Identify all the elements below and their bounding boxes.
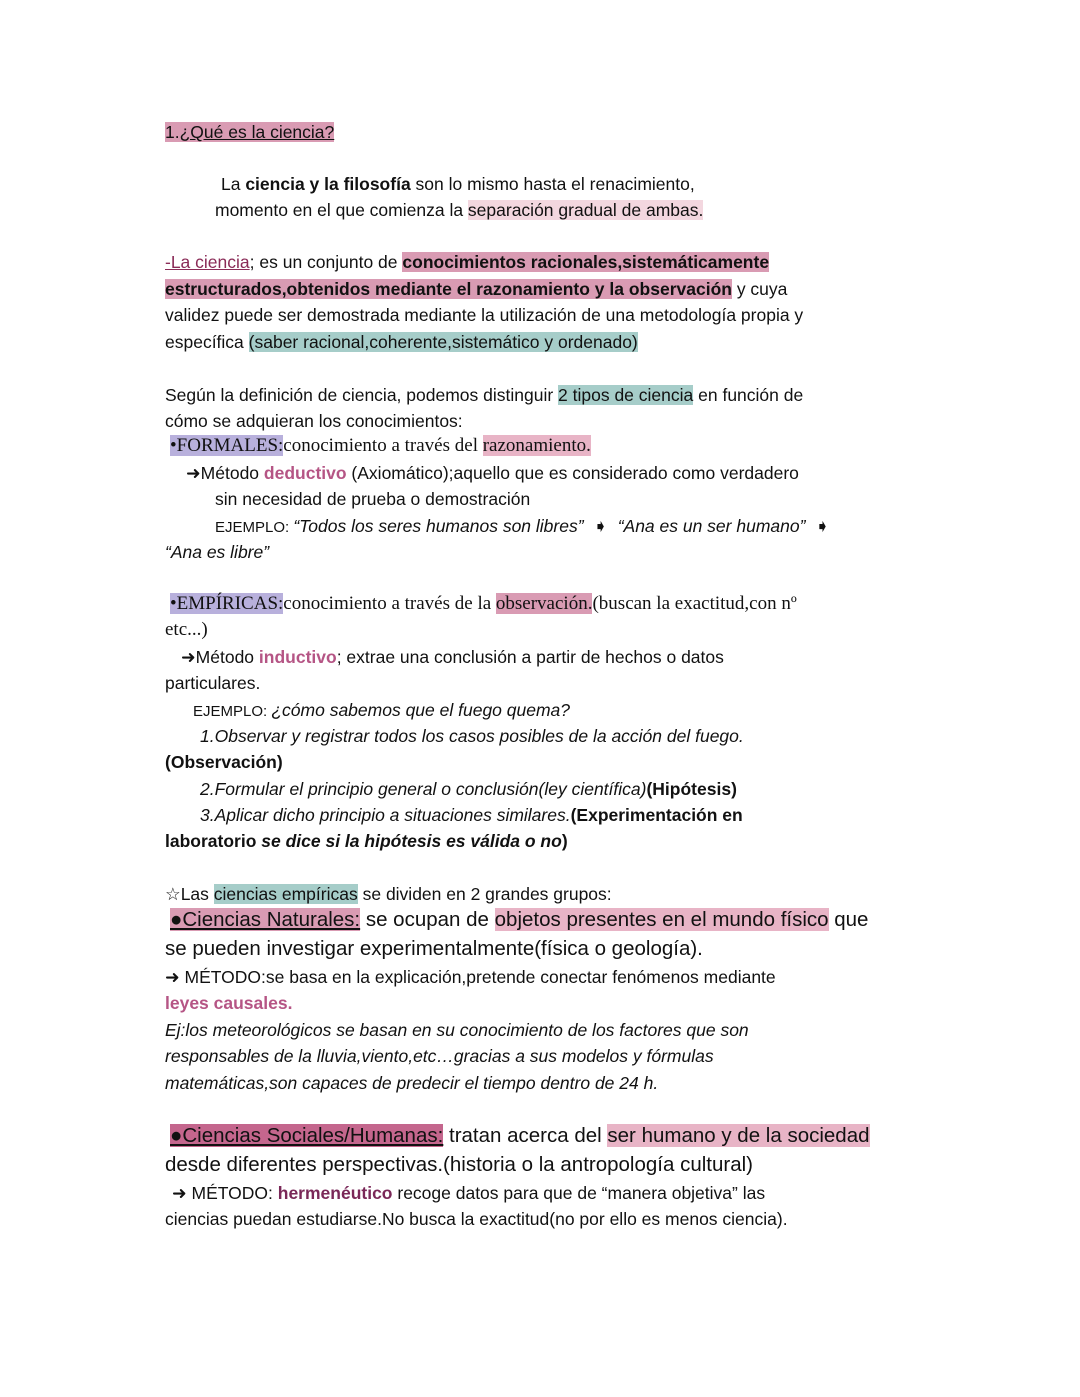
inductivo-term: inductivo: [258, 647, 337, 667]
step-2: 2.Formular el principio general o conclusión(ley científica)(Hipótesis): [200, 779, 737, 799]
formales-heading: •FORMALES:conocimiento a través del razonamiento.: [170, 435, 591, 456]
definition-line-3: validez puede ser demostrada mediante la utilización de una metodología propia y: [165, 305, 804, 325]
highlight-razonamiento: razonamiento.: [482, 435, 591, 456]
sociales-label: ●Ciencias Sociales/Humanas:: [170, 1124, 444, 1147]
sociales-method-2: ciencias puedan estudiarse.No busca la exactitud(no por ello es menos ciencia).: [165, 1209, 788, 1229]
sociales-line-2: desde diferentes perspectivas.(historia o la antropología cultural): [165, 1153, 753, 1176]
naturales-example-1: Ej:los meteorológicos se basan en su conocimiento de los factores que son: [165, 1020, 749, 1040]
highlight-observacion: observación.: [495, 593, 593, 614]
formales-method: ➜Método deductivo (Axiomático);aquello que es considerado como verdadero: [186, 463, 799, 483]
arrow-head-icon: ➧: [593, 516, 608, 536]
formales-example-2: “Ana es libre”: [165, 542, 270, 562]
definition-line-2: estructurados,obtenidos mediante el razonamiento y la observación y cuya: [165, 279, 788, 299]
highlight-ser-humano: ser humano y de la sociedad: [607, 1124, 870, 1147]
arrow-icon: ➜: [165, 967, 180, 987]
step-1-label: (Observación): [165, 752, 283, 772]
arrow-icon: ➜: [172, 1183, 187, 1203]
intro-line-1: La ciencia y la filosofía son lo mismo hasta el renacimiento,: [221, 174, 695, 194]
step-1: 1.Observar y registrar todos los casos posibles de la acción del fuego.: [200, 726, 744, 746]
formales-method-2: sin necesidad de prueba o demostración: [215, 489, 531, 509]
formales-example: EJEMPLO: “Todos los seres humanos son libres” ➧ “Ana es un ser humano” ➧: [215, 516, 830, 536]
intro-line-2: momento en el que comienza la separación gradual de ambas.: [215, 200, 704, 220]
formales-label: •FORMALES:: [170, 435, 284, 456]
naturales-method-2: [165, 991, 292, 1015]
highlight-tipos: 2 tipos de ciencia: [558, 385, 694, 405]
section-title: [165, 120, 334, 144]
highlight-separacion: separación gradual de ambas.: [467, 200, 704, 220]
naturales-method: ➜ MÉTODO:se basa en la explicación,pretende conectar fenómenos mediante: [165, 967, 776, 987]
highlight-ciencias-empiricas: ciencias empíricas: [213, 884, 358, 904]
star-icon: ☆: [165, 884, 181, 904]
definition-line-1: -La ciencia; es un conjunto de conocimientos racionales,sistemáticamente: [165, 252, 770, 272]
tipos-line-1: Según la definición de ciencia, podemos distinguir 2 tipos de ciencia en función de: [165, 385, 804, 405]
tipos-line-2: cómo se adquieran los conocimientos:: [165, 411, 463, 431]
naturales-heading: ●Ciencias Naturales: se ocupan de objetos presentes en el mundo físico que: [170, 908, 869, 931]
definition-term: -La ciencia: [165, 252, 250, 272]
empiricas-label: •EMPÍRICAS:: [170, 593, 284, 614]
title-text: ¿Qué es la ciencia?: [179, 122, 335, 142]
step-3: 3.Aplicar dicho principio a situaciones similares.(Experimentación en: [200, 805, 743, 825]
arrow-head-icon: ➧: [815, 516, 830, 536]
naturales-label: ●Ciencias Naturales:: [170, 908, 361, 931]
empiricas-method: ➜Método inductivo; extrae una conclusión a partir de hechos o datos: [181, 647, 724, 667]
deductivo-term: deductivo: [263, 463, 347, 483]
hermeneutico-term: hermenéutico: [277, 1183, 393, 1203]
empiricas-method-2: particulares.: [165, 673, 261, 693]
highlight-saber-racional: (saber racional,coherente,sistemático y ordenado): [248, 332, 638, 352]
naturales-line-2: se pueden investigar experimentalmente(física o geología).: [165, 937, 703, 960]
sociales-heading: ●Ciencias Sociales/Humanas: tratan acerca del ser humano y de la sociedad: [170, 1124, 870, 1147]
arrow-icon: ➜: [181, 647, 196, 667]
arrow-icon: ➜: [186, 463, 201, 483]
empiricas-heading: •EMPÍRICAS:conocimiento a través de la observación.(buscan la exactitud,con nº: [170, 593, 797, 614]
grupos-line: ☆Las ciencias empíricas se dividen en 2 grandes grupos:: [165, 884, 612, 904]
step-3-cont: laboratorio se dice si la hipótesis es válida o no): [165, 831, 568, 851]
naturales-example-2: responsables de la lluvia,viento,etc…gracias a sus modelos y fórmulas: [165, 1046, 714, 1066]
definition-line-4: específica (saber racional,coherente,sistemático y ordenado): [165, 332, 638, 352]
empiricas-heading-2: etc...): [165, 619, 208, 640]
title-number: 1.: [165, 122, 180, 142]
highlight-mundo-fisico: objetos presentes en el mundo físico: [494, 908, 829, 931]
sociales-method: ➜ MÉTODO: hermenéutico recoge datos para que de “manera objetiva” las: [172, 1183, 766, 1203]
empiricas-example: EJEMPLO: ¿cómo sabemos que el fuego quema?: [193, 700, 571, 720]
highlight-estructurados: estructurados,obtenidos mediante el razonamiento y la observación: [165, 279, 732, 299]
naturales-example-3: matemáticas,son capaces de predecir el tiempo dentro de 24 h.: [165, 1073, 659, 1093]
leyes-causales-term: leyes causales.: [165, 993, 293, 1013]
highlight-conocimientos: conocimientos racionales,sistemáticamente: [402, 252, 770, 272]
